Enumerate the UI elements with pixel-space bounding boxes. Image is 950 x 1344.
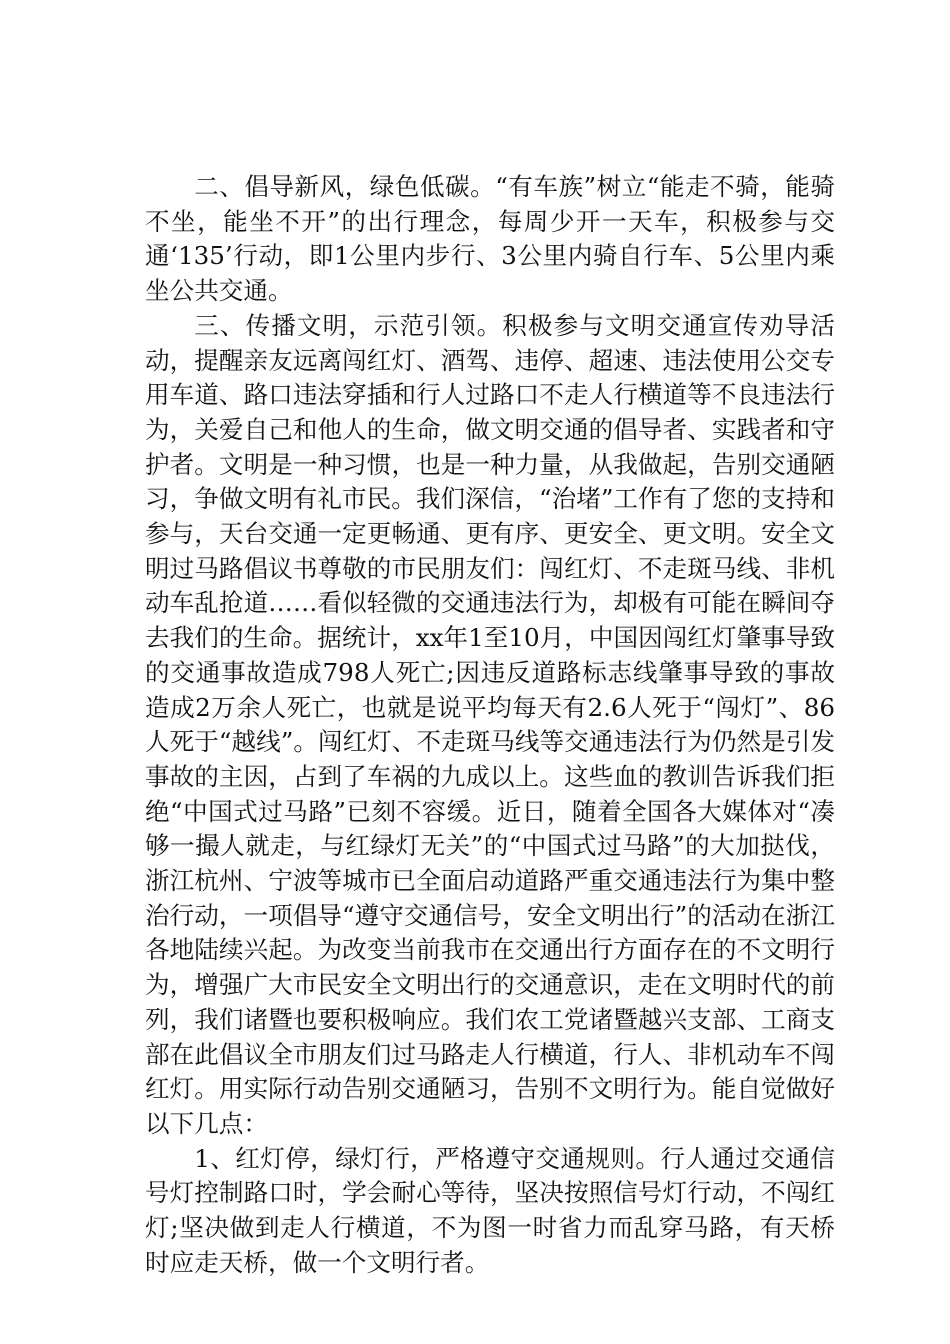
paragraph-civilized-traffic: 三、传播文明，示范引领。积极参与文明交通宣传劝导活动，提醒亲友远离闯红灯、酒驾、违停、超速、违法使用公交专用车道、路口违法穿插和行人过路口不走人行横道等不良违法行为，关爱自己和他人的生命，做文明交通的倡导者、实践者和守护者。文明是一种习惯，也是一种力量，从我做起，告别交通陋习，争做文明有礼市民。我们深信，“治堵”工作有了您的支持和参与，天台交通一定更畅通、更有序、更安全、更文明。安全文明过马路倡议书尊敬的市民朋友们：闯红灯、不走斑马线、非机动车乱抢道……看似轻微的交通违法行为，却极有可能在瞬间夺去我们的生命。据统计，xx年1至10月，中国因闯红灯肇事导致的交通事故造成798人死亡;因违反道路标志线肇事导致的事故造成2万余人死亡，也就是说平均每天有2.6人死于“闯灯”、86人死于“越线”。闯红灯、不走斑马线等交通违法行为仍然是引发事故的主因，占到了车祸的九成以上。这些血的教训告诉我们拒绝“中国式过马路”已刻不容缓。近日，随着全国各大媒体对“凑够一撮人就走，与红绿灯无关”的“中国式过马路”的大加挞伐，浙江杭州、宁波等城市已全面启动道路严重交通违法行为集中整治行动，一项倡导“遵守交通信号，安全文明出行”的活动在浙江各地陆续兴起。为改变当前我市在交通出行方面存在的不文明行为，增强广大市民安全文明出行的交通意识，走在文明时代的前列，我们诸暨也要积极响应。我们农工党诸暨越兴支部、工商支部在此倡议全市朋友们过马路走人行横道，行人、非机动车不闯红灯。用实际行动告别交通陋习，告别不文明行为。能自觉做好以下几点：	[145, 310, 835, 1138]
paragraph-red-light-rule: 1、红灯停，绿灯行，严格遵守交通规则。行人通过交通信号灯控制路口时，学会耐心等待，坚决按照信号灯行动，不闯红灯;坚决做到走人行横道，不为图一时省力而乱穿马路，有天桥时应走天桥，做一个文明行者。	[145, 1143, 835, 1277]
paragraph-green-travel: 二、倡导新风，绿色低碳。“有车族”树立“能走不骑，能骑不坐，能坐不开”的出行理念，每周少开一天车，积极参与交通‘135’行动，即1公里内步行、3公里内骑自行车、5公里内乘坐公共交通。	[145, 172, 835, 306]
document-body	[145, 170, 835, 1281]
